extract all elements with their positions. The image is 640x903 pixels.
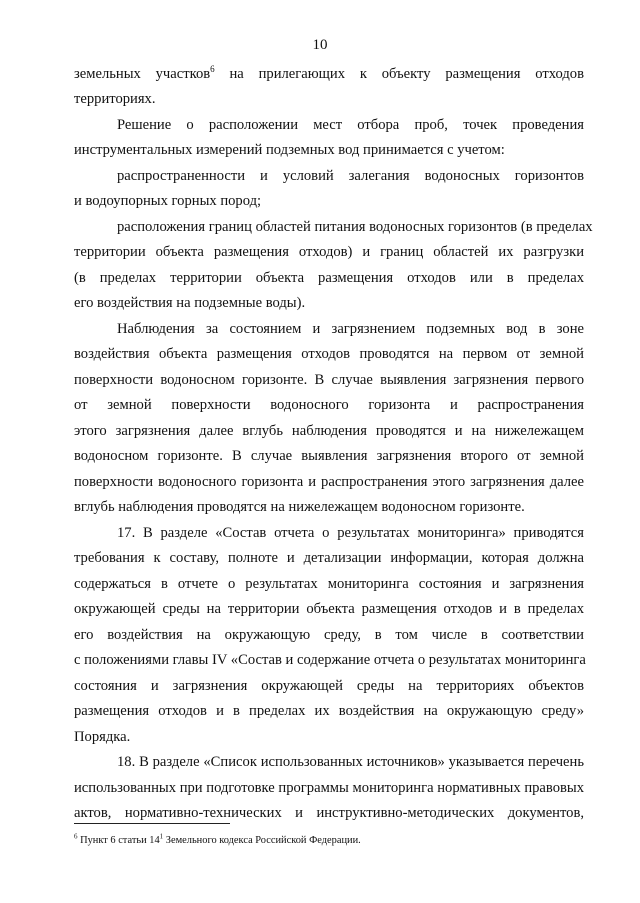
text-line: от земной поверхности водоносного горизонта и распространения bbox=[74, 397, 584, 413]
footnote-text: Земельного кодекса Российской Федерации. bbox=[163, 835, 361, 846]
page-number: 10 bbox=[312, 37, 328, 53]
text-line: поверхности водоносном горизонте. В случае выявления загрязнения первого bbox=[74, 372, 584, 388]
text-line: размещения отходов и в пределах их воздействия на окружающую среду» bbox=[74, 703, 584, 719]
text-line: распространенности и условий залегания водоносных горизонтов bbox=[117, 168, 584, 184]
text-line: 17. В разделе «Состав отчета о результатах мониторинга» приводятся bbox=[117, 525, 584, 541]
text-line: этого загрязнения далее вглубь наблюдения проводятся и на нижележащем bbox=[74, 423, 584, 439]
text-line: актов, нормативно-технических и инструктивно-методических документов, bbox=[74, 805, 584, 821]
text-segment: земельных участков bbox=[74, 66, 211, 82]
text-line: состояния и загрязнения окружающей среды на территориях объектов bbox=[74, 678, 584, 694]
text-line: 18. В разделе «Список использованных источников» указывается перечень bbox=[117, 754, 584, 770]
text-line: инструментальных измерений подземных вод принимается с учетом: bbox=[74, 142, 505, 158]
footnote-mark: 6 bbox=[74, 832, 78, 841]
text-line: водоносном горизонте. В случае выявления загрязнения второго от земной bbox=[74, 448, 584, 464]
text-line: территориях. bbox=[74, 91, 156, 107]
text-line: территории объекта размещения отходов) и границ областей их разгрузки bbox=[74, 244, 584, 260]
text-line: Решение о расположении мест отбора проб, точек проведения bbox=[117, 117, 584, 133]
text-line: требования к составу, полноте и детализации информации, которая должна bbox=[74, 550, 584, 566]
text-line: вглубь наблюдения проводятся на нижележащем водоносном горизонте. bbox=[74, 499, 525, 515]
footnote-superscript: 1 bbox=[159, 832, 164, 841]
text-line: расположения границ областей питания водоносных горизонтов (в пределах bbox=[117, 219, 593, 235]
text-line: его воздействия на окружающую среду, в том числе в соответствии bbox=[74, 627, 584, 643]
text-segment: на прилегающих к объекту размещения отходов bbox=[214, 66, 584, 82]
text-line: его воздействия на подземные воды). bbox=[74, 295, 306, 311]
text-line: использованных при подготовке программы мониторинга нормативных правовых bbox=[74, 780, 584, 796]
text-line: окружающей среды на территории объекта размещения отходов и в пределах bbox=[74, 601, 584, 617]
footnote bbox=[74, 834, 584, 847]
text-line: и водоупорных горных пород; bbox=[74, 193, 262, 209]
text-line bbox=[74, 65, 584, 83]
footnote-text: Пункт 6 статьи 14 bbox=[77, 835, 160, 846]
footnote-reference: 6 bbox=[210, 64, 215, 75]
text-line: воздействия объекта размещения отходов проводятся на первом от земной bbox=[74, 346, 584, 362]
text-line: содержаться в отчете о результатах мониторинга состояния и загрязнения bbox=[74, 576, 584, 592]
text-line: поверхности водоносного горизонта и распространения этого загрязнения далее bbox=[74, 474, 584, 490]
text-line: Порядка. bbox=[74, 729, 131, 745]
text-line: Наблюдения за состоянием и загрязнением подземных вод в зоне bbox=[117, 321, 584, 337]
text-line: с положениями главы IV «Состав и содержание отчета о результатах мониторинга bbox=[74, 652, 586, 668]
footnote-separator bbox=[74, 823, 230, 824]
text-line: (в пределах территории объекта размещения отходов или в пределах bbox=[74, 270, 584, 286]
